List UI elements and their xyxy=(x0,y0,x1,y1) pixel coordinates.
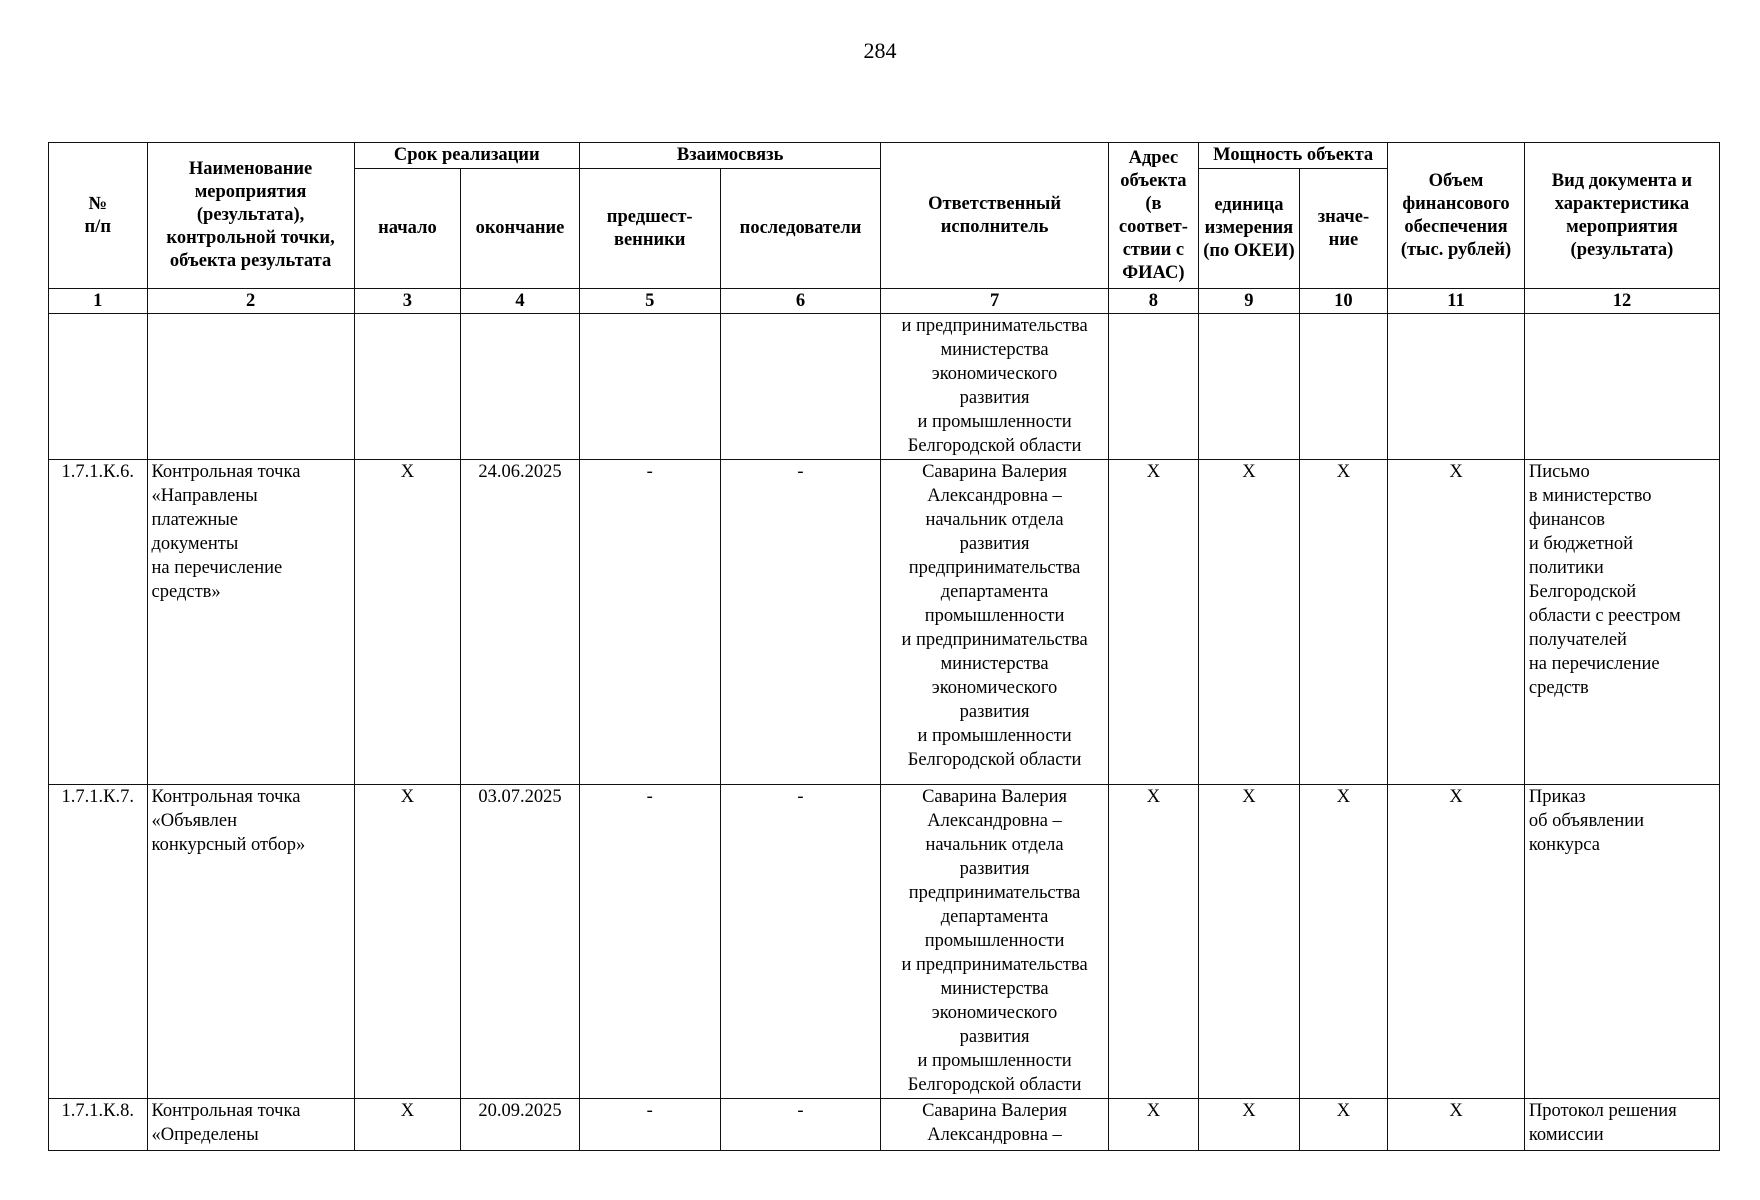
header-col-predecessors: предшест- венники xyxy=(579,169,720,289)
row-responsible: и предпринимательства министерства экономического развития и промышленности Белгородской области xyxy=(881,314,1108,460)
table-row xyxy=(49,460,1720,785)
row-value: Х xyxy=(1299,785,1387,1099)
row-start: Х xyxy=(354,1099,461,1151)
row-end: 24.06.2025 xyxy=(461,460,580,785)
row-name: Контрольная точка «Определены xyxy=(147,1099,354,1151)
header-group-link: Взаимосвязь xyxy=(579,143,881,169)
row-end: 03.07.2025 xyxy=(461,785,580,1099)
header-col-address: Адрес объекта (в соответ-ствии с ФИАС) xyxy=(1108,143,1198,289)
row-predecessors: - xyxy=(579,785,720,1099)
row-predecessors xyxy=(579,314,720,460)
row-name: Контрольная точка «Объявлен конкурсный отбор» xyxy=(147,785,354,1099)
row-responsible: Саварина Валерия Александровна – начальник отдела развития предпринимательства департамента промышленности и предпринимательства министерства экономического развития и промышленности Белгородской области xyxy=(881,785,1108,1099)
column-number: 4 xyxy=(461,289,580,314)
row-unit: Х xyxy=(1199,460,1300,785)
row-successors: - xyxy=(720,785,881,1099)
table-row xyxy=(49,785,1720,1099)
row-number: 1.7.1.К.7. xyxy=(49,785,148,1099)
column-numbers-row xyxy=(49,289,1720,314)
row-address: Х xyxy=(1108,785,1198,1099)
row-value xyxy=(1299,314,1387,460)
column-number: 12 xyxy=(1524,289,1719,314)
column-number: 5 xyxy=(579,289,720,314)
row-unit: Х xyxy=(1199,1099,1300,1151)
column-number: 1 xyxy=(49,289,148,314)
header-col-unit: единица измерения (по ОКЕИ) xyxy=(1199,169,1300,289)
header-col-end: окончание xyxy=(461,169,580,289)
header-col-document: Вид документа и характеристика мероприятия (результата) xyxy=(1524,143,1719,289)
row-financing: Х xyxy=(1388,460,1525,785)
row-name xyxy=(147,314,354,460)
row-financing: Х xyxy=(1388,1099,1525,1151)
row-successors: - xyxy=(720,1099,881,1151)
row-value: Х xyxy=(1299,460,1387,785)
row-financing xyxy=(1388,314,1525,460)
header-col-successors: последователи xyxy=(720,169,881,289)
column-number: 10 xyxy=(1299,289,1387,314)
table-row-continuation xyxy=(49,314,1720,460)
row-document: Приказ об объявлении конкурса xyxy=(1524,785,1719,1099)
row-successors xyxy=(720,314,881,460)
header-col-responsible: Ответственный исполнитель xyxy=(881,143,1108,289)
row-number xyxy=(49,314,148,460)
column-number: 3 xyxy=(354,289,461,314)
header-group-capacity: Мощность объекта xyxy=(1199,143,1388,169)
row-address xyxy=(1108,314,1198,460)
row-name: Контрольная точка «Направлены платежные документы на перечисление средств» xyxy=(147,460,354,785)
row-value: Х xyxy=(1299,1099,1387,1151)
row-document: Письмо в министерство финансов и бюджетной политики Белгородской области с реестром получателей на перечисление средств xyxy=(1524,460,1719,785)
row-responsible: Саварина Валерия Александровна – начальник отдела развития предпринимательства департамента промышленности и предпринимательства министерства экономического развития и промышленности Белгородской области xyxy=(881,460,1108,785)
row-end xyxy=(461,314,580,460)
table-header xyxy=(49,143,1720,314)
row-document: Протокол решения комиссии xyxy=(1524,1099,1719,1151)
column-number: 8 xyxy=(1108,289,1198,314)
row-document xyxy=(1524,314,1719,460)
row-address: Х xyxy=(1108,460,1198,785)
row-financing: Х xyxy=(1388,785,1525,1099)
column-number: 11 xyxy=(1388,289,1525,314)
row-unit: Х xyxy=(1199,785,1300,1099)
column-number: 6 xyxy=(720,289,881,314)
header-group-term: Срок реализации xyxy=(354,143,579,169)
row-end: 20.09.2025 xyxy=(461,1099,580,1151)
table-row xyxy=(49,1099,1720,1151)
column-number: 9 xyxy=(1199,289,1300,314)
row-unit xyxy=(1199,314,1300,460)
header-col-name: Наименование мероприятия (результата), контрольной точки, объекта результата xyxy=(147,143,354,289)
header-col-number: № п/п xyxy=(49,143,148,289)
row-responsible: Саварина Валерия Александровна – xyxy=(881,1099,1108,1151)
row-number: 1.7.1.К.8. xyxy=(49,1099,148,1151)
row-start: Х xyxy=(354,785,461,1099)
page-number: 284 xyxy=(863,38,897,63)
row-predecessors: - xyxy=(579,460,720,785)
header-col-value: значе- ние xyxy=(1299,169,1387,289)
column-number: 2 xyxy=(147,289,354,314)
plan-table xyxy=(48,142,1720,1151)
row-number: 1.7.1.К.6. xyxy=(49,460,148,785)
header-col-start: начало xyxy=(354,169,461,289)
header-col-financing: Объем финансового обеспечения (тыс. рублей) xyxy=(1388,143,1525,289)
row-successors: - xyxy=(720,460,881,785)
column-number: 7 xyxy=(881,289,1108,314)
row-predecessors: - xyxy=(579,1099,720,1151)
row-start xyxy=(354,314,461,460)
row-address: Х xyxy=(1108,1099,1198,1151)
row-start: Х xyxy=(354,460,461,785)
